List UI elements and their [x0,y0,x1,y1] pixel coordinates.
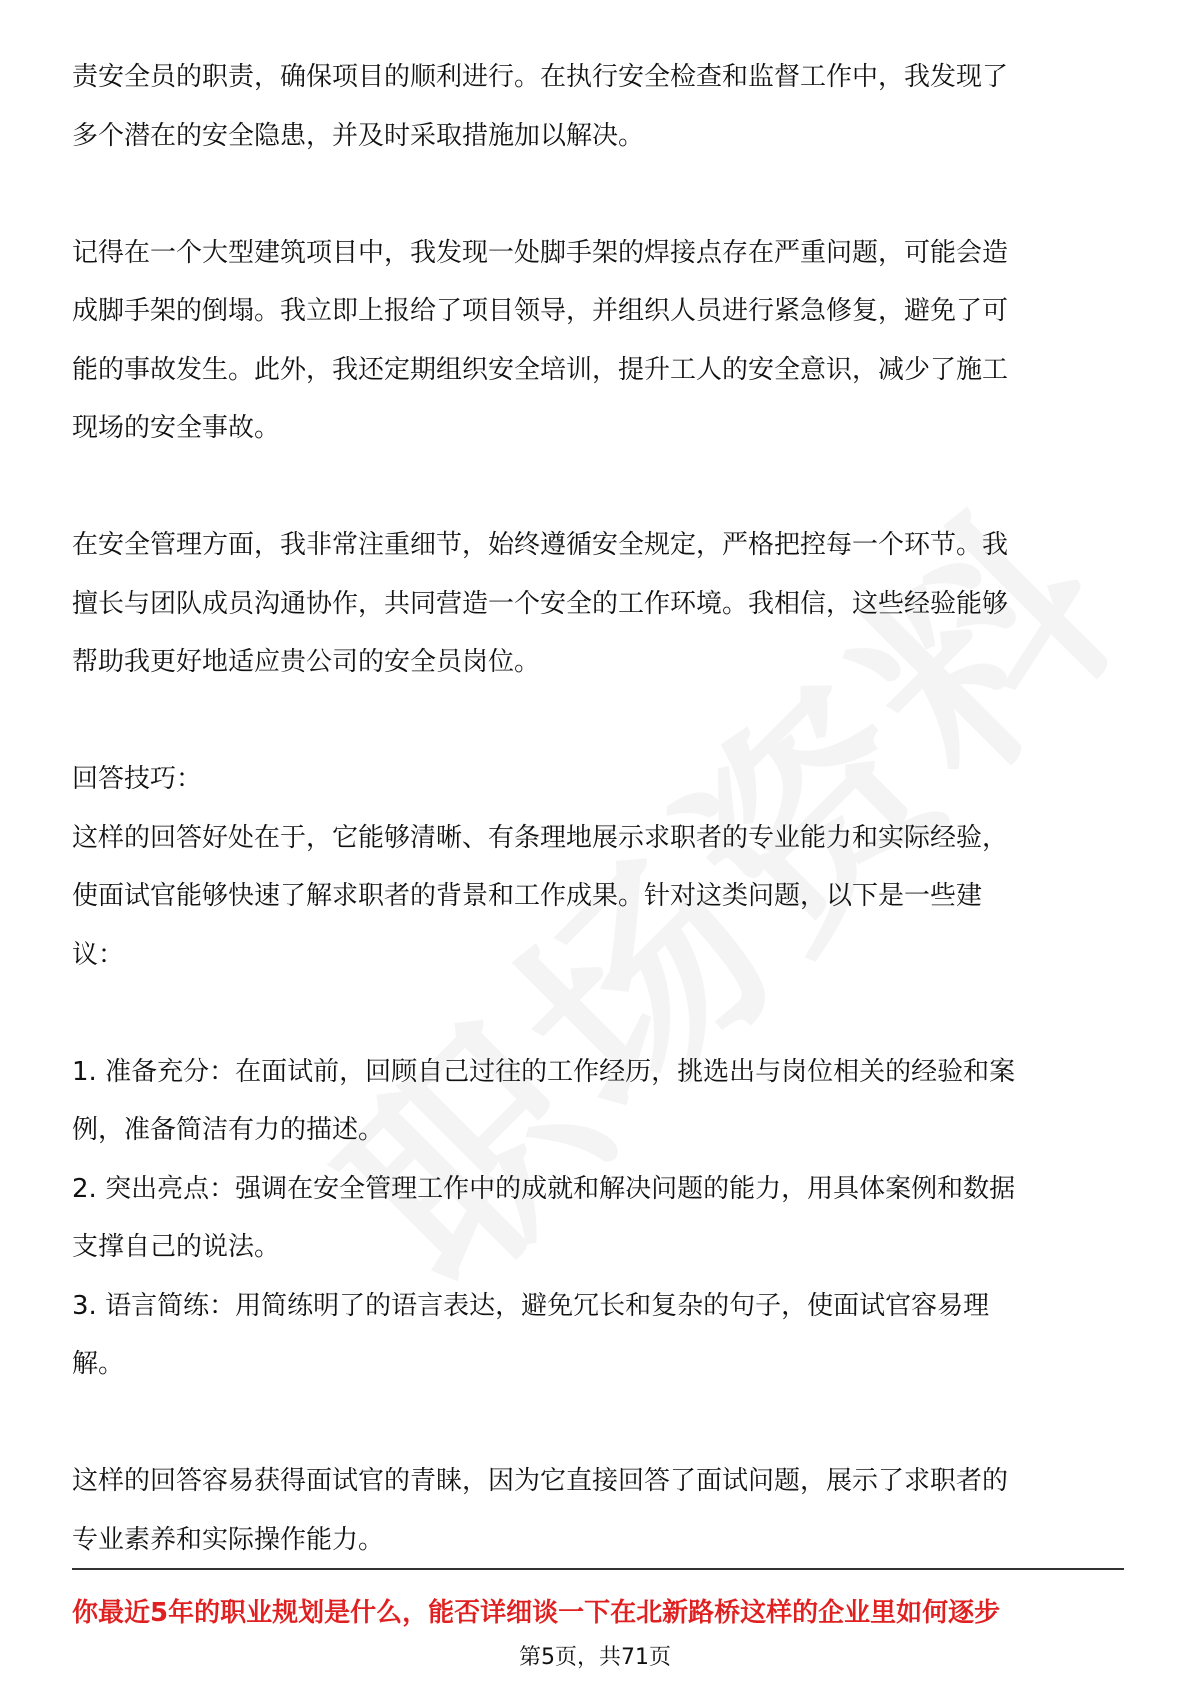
text-line: 多个潜在的安全隐患，并及时采取措施加以解决。 [72,120,645,151]
text-line: 使面试官能够快速了解求职者的背景和工作成果。针对这类问题，以下是一些建 [72,881,983,911]
text-line: 成脚手架的倒塌。我立即上报给了项目领导，并组织人员进行紧急修复，避免了可 [72,296,1009,326]
list-item-continuation: 解。 [72,1349,125,1379]
paragraph-3 [72,516,1122,692]
text-line: 现场的安全事故。 [72,413,281,443]
answer-tips [72,750,1122,984]
text-line: 能的事故发生。此外，我还定期组织安全培训，提升工人的安全意识，减少了施工 [72,354,1009,385]
text-line: 责安全员的职责，确保项目的顺利进行。在执行安全检查和监督工作中，我发现了 [72,62,1009,92]
page-number: 第5页，共71页 [519,1645,671,1670]
text-line: 专业素养和实际操作能力。 [72,1524,385,1555]
text-line: 这样的回答好处在于，它能够清晰、有条理地展示求职者的专业能力和实际经验， [72,822,1009,853]
main-content [72,48,1122,1569]
text-line: 擅长与团队成员沟通协作，共同营造一个安全的工作环境。我相信，这些经验能够 [72,588,1009,619]
list-item: 2. 突出亮点：强调在安全管理工作中的成就和解决问题的能力，用具体案例和数据 [72,1173,1016,1204]
next-question-heading: 你最近5年的职业规划是什么，能否详细谈一下在北新路桥这样的企业里如何逐步 [72,1598,1001,1628]
tips-heading: 回答技巧： [72,764,203,794]
list-item: 3. 语言简练：用简练明了的语言表达，避免冗长和复杂的句子，使面试官容易理 [72,1290,990,1321]
text-line: 议： [72,939,125,970]
divider-line [72,1568,1124,1570]
text-line: 帮助我更好地适应贵公司的安全员岗位。 [72,647,541,677]
list-item: 1. 准备充分：在面试前，回顾自己过往的工作经历，挑选出与岗位相关的经验和案 [72,1056,1016,1087]
paragraph-1 [72,48,1122,165]
list-item-continuation: 支撑自己的说法。 [72,1232,281,1262]
paragraph-2 [72,224,1122,458]
text-line: 记得在一个大型建筑项目中，我发现一处脚手架的焊接点存在严重问题，可能会造 [72,237,1009,268]
text-line: 在安全管理方面，我非常注重细节，始终遵循安全规定，严格把控每一个环节。我 [72,530,1009,560]
list-item-continuation: 例，准备简洁有力的描述。 [72,1115,385,1145]
text-line: 这样的回答容易获得面试官的青睐，因为它直接回答了面试问题，展示了求职者的 [72,1466,1009,1496]
tips-list [72,1043,1122,1394]
conclusion-paragraph [72,1452,1122,1569]
